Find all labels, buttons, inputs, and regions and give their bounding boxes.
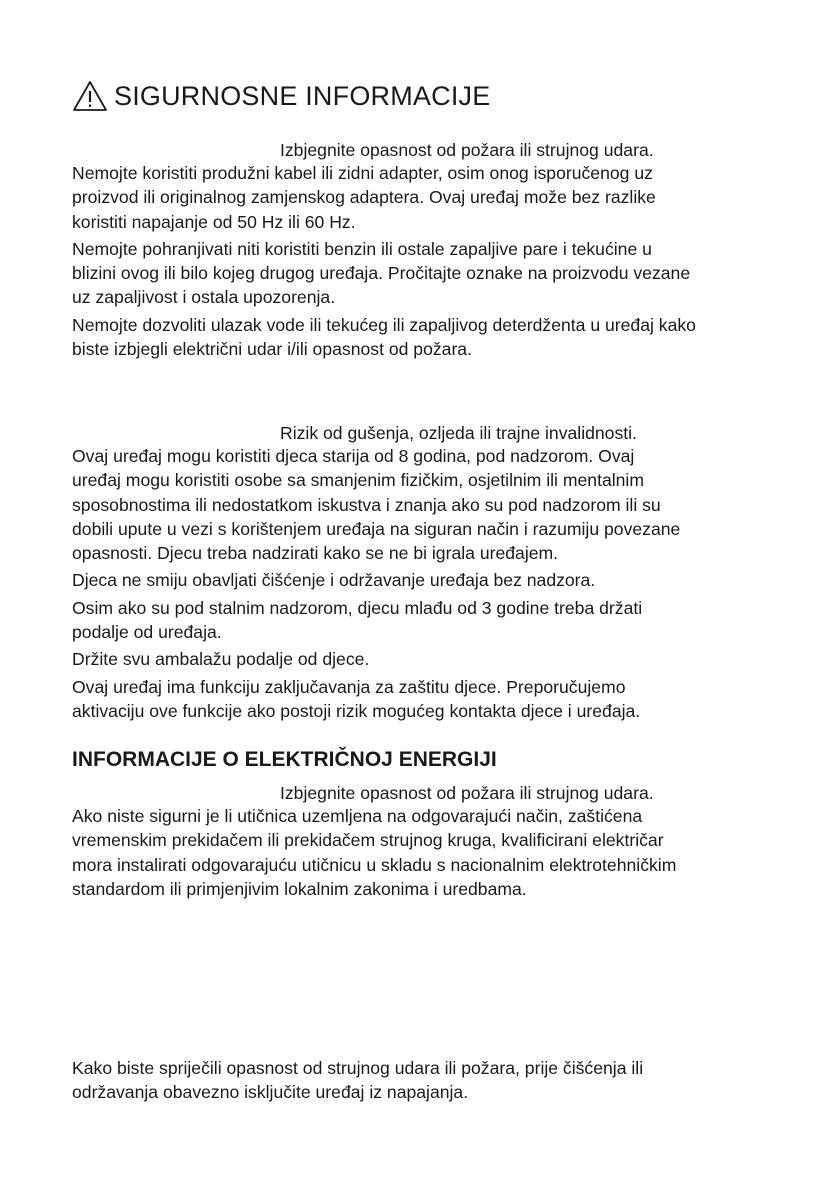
text-line: Osim ako su pod stalnim nadzorom, djecu mlađu od 3 godine treba držati bbox=[72, 597, 643, 618]
text-line: biste izbjegli električni udar i/ili opasnost od požara. bbox=[72, 339, 472, 360]
text-line: Ovaj uređaj ima funkciju zaključavanja za zaštitu djece. Preporučujemo bbox=[72, 676, 626, 697]
text-line: sposobnostima ili nedostatkom iskustva i znanja ako su pod nadzorom ili su bbox=[72, 494, 661, 515]
text-line: opasnosti. Djecu treba nadzirati kako se ne bi igrala uređajem. bbox=[72, 543, 559, 564]
paragraph bbox=[72, 237, 792, 310]
section1-lead: Izbjegnite opasnost od požara ili strujnog udara. bbox=[280, 140, 654, 160]
text-line: Ako niste sigurni je li utičnica uzemljena na odgovarajući način, zaštićena bbox=[72, 806, 643, 826]
section3-lead: Izbjegnite opasnost od požara ili strujnog udara. bbox=[280, 783, 654, 803]
section3-body bbox=[72, 804, 792, 901]
paragraph bbox=[72, 647, 792, 671]
text-line: Ovaj uređaj mogu koristiti djeca starija od 8 godina, pod nadzorom. Ovaj bbox=[72, 446, 635, 466]
paragraph bbox=[72, 568, 792, 592]
text-line: proizvod ili originalnog zamjenskog adaptera. Ovaj uređaj može bez razlike bbox=[72, 187, 656, 208]
text-line: mora instalirati odgovarajuću utičnicu u skladu s nacionalnim elektrotehničkim bbox=[72, 854, 677, 875]
text-line: koristiti napajanje od 50 Hz ili 60 Hz. bbox=[72, 211, 356, 232]
text-line: uređaj mogu koristiti osobe sa smanjenim fizičkim, osjetilnim ili mentalnim bbox=[72, 470, 644, 491]
section4-body bbox=[72, 1056, 792, 1105]
text-line: Držite svu ambalažu podalje od djece. bbox=[72, 649, 370, 670]
section1-body bbox=[72, 161, 792, 361]
paragraph bbox=[72, 596, 792, 645]
text-line: vremenskim prekidačem ili prekidačem strujnog kruga, kvalificirani električar bbox=[72, 830, 664, 851]
section2-body bbox=[72, 444, 792, 723]
text-line: Djeca ne smiju obavljati čišćenje i održavanje uređaja bez nadzora. bbox=[72, 570, 596, 591]
paragraph bbox=[72, 1056, 792, 1105]
page-title-text: SIGURNOSNE INFORMACIJE bbox=[114, 81, 491, 111]
text-line: uz zapaljivost i ostala upozorenja. bbox=[72, 287, 336, 308]
warning-triangle-icon bbox=[72, 80, 108, 112]
paragraph bbox=[72, 675, 792, 724]
text-line: Nemojte koristiti produžni kabel ili zidni adapter, osim onog isporučenog uz bbox=[72, 163, 653, 183]
text-line: standardom ili primjenjivim lokalnim zakonima i uredbama. bbox=[72, 878, 527, 899]
section2-lead: Rizik od gušenja, ozljeda ili trajne invalidnosti. bbox=[280, 423, 637, 443]
text-line: podalje od uređaja. bbox=[72, 622, 222, 643]
section-heading-electrical: INFORMACIJE O ELEKTRIČNOJ ENERGIJI bbox=[72, 748, 497, 771]
text-line: Kako biste spriječili opasnost od strujnog udara ili požara, prije čišćenja ili bbox=[72, 1058, 644, 1078]
text-line: Nemojte pohranjivati niti koristiti benzin ili ostale zapaljive pare i tekućine u bbox=[72, 238, 652, 259]
text-line: Nemojte dozvoliti ulazak vode ili tekućeg ili zapaljivog deterdženta u uređaj kako bbox=[72, 314, 696, 335]
text-line: aktivaciju ove funkcije ako postoji rizik mogućeg kontakta djece i uređaja. bbox=[72, 700, 641, 721]
paragraph bbox=[72, 804, 792, 901]
text-line: održavanja obavezno isključite uređaj iz napajanja. bbox=[72, 1082, 469, 1103]
text-line: blizini ovog ili bilo kojeg drugog uređaja. Pročitajte oznake na proizvodu vezane bbox=[72, 263, 691, 284]
paragraph bbox=[72, 313, 792, 362]
page-title bbox=[72, 78, 490, 114]
paragraph bbox=[72, 161, 792, 234]
text-line: dobili upute u vezi s korištenjem uređaja na siguran način i razumiju povezane bbox=[72, 518, 681, 539]
paragraph bbox=[72, 444, 792, 565]
